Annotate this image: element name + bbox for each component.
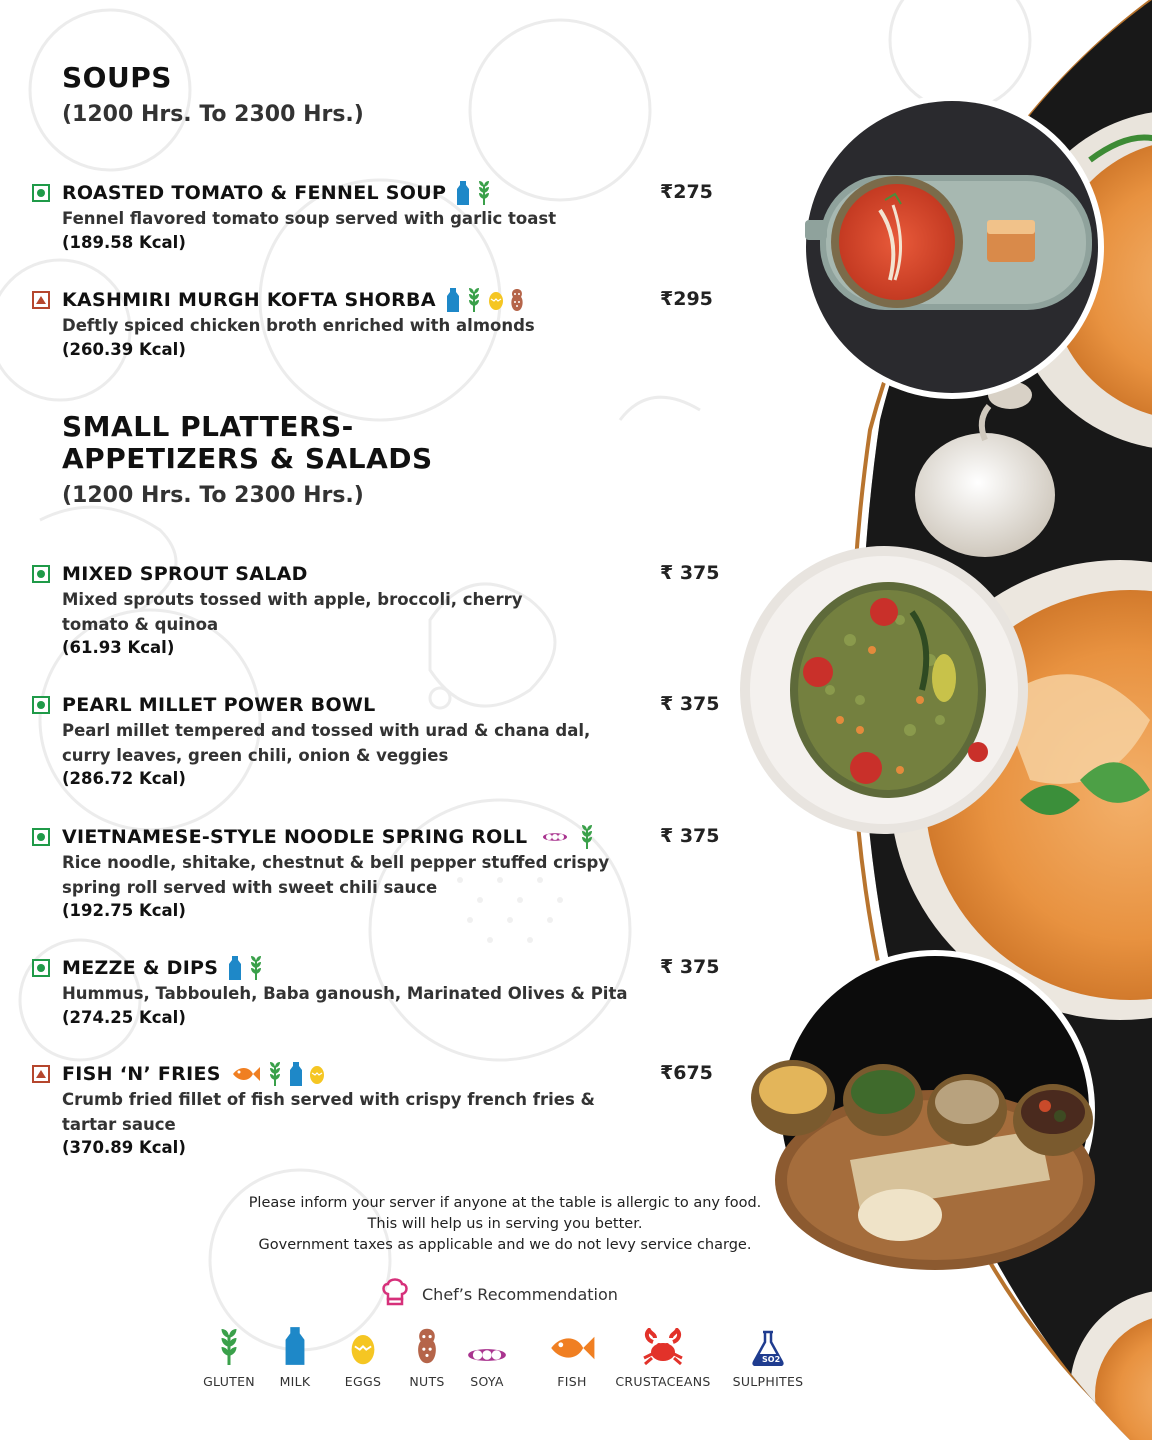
gluten-icon bbox=[476, 181, 492, 205]
item-calories: (61.93 Kcal) bbox=[62, 638, 175, 657]
allergy-note-line: Please inform your server if anyone at the table is allergic to any food. bbox=[248, 1195, 762, 1211]
tax-note-line: Government taxes as applicable and we do not levy service charge. bbox=[258, 1237, 752, 1253]
gluten-icon bbox=[579, 825, 595, 849]
item-price: ₹675 bbox=[660, 1062, 713, 1084]
eggs-icon bbox=[488, 289, 504, 311]
section-title-small-platters-line2: APPETIZERS & SALADS bbox=[62, 442, 433, 475]
item-description bbox=[62, 588, 642, 637]
milk-icon bbox=[289, 1062, 303, 1086]
chef-recommendation-label: Chef’s Recommendation bbox=[422, 1285, 618, 1304]
legend-crustaceans bbox=[613, 1322, 713, 1389]
item-description bbox=[62, 851, 642, 900]
item-description: Fennel flavored tomato soup served with garlic toast bbox=[62, 209, 557, 228]
section-title-soups: SOUPS bbox=[62, 61, 172, 94]
item-name: MIXED SPROUT SALAD bbox=[62, 563, 308, 585]
veg-marker-icon bbox=[32, 696, 50, 714]
item-description: Hummus, Tabbouleh, Baba ganoush, Marinated Olives & Pita bbox=[62, 984, 628, 1003]
legend-label: SOYA bbox=[470, 1374, 504, 1389]
item-price: ₹ 375 bbox=[660, 693, 720, 715]
gluten-icon bbox=[466, 288, 482, 312]
veg-marker-icon bbox=[32, 565, 50, 583]
item-name: KASHMIRI MURGH KOFTA SHORBA bbox=[62, 289, 436, 311]
soya-icon bbox=[464, 1344, 510, 1366]
milk-icon bbox=[284, 1326, 306, 1366]
gluten-icon bbox=[248, 956, 264, 980]
item-description bbox=[62, 719, 642, 768]
item-calories: (260.39 Kcal) bbox=[62, 340, 186, 359]
legend-label: CRUSTACEANS bbox=[615, 1374, 711, 1389]
gluten-icon bbox=[267, 1062, 283, 1086]
legend-label: NUTS bbox=[409, 1374, 445, 1389]
veg-marker-icon bbox=[32, 828, 50, 846]
item-name: FISH ‘N’ FRIES bbox=[62, 1063, 221, 1085]
legend-fish bbox=[522, 1322, 622, 1389]
item-price: ₹ 375 bbox=[660, 956, 720, 978]
item-description-line: spring roll served with sweet chili sauce bbox=[62, 877, 438, 897]
sulphites-icon-label: SO2 bbox=[762, 1355, 781, 1364]
item-calories: (274.25 Kcal) bbox=[62, 1008, 186, 1027]
crustaceans-icon bbox=[640, 1328, 686, 1366]
legend-label: SULPHITES bbox=[732, 1374, 804, 1389]
nonveg-marker-icon bbox=[32, 291, 50, 309]
item-name: PEARL MILLET POWER BOWL bbox=[62, 694, 376, 716]
item-description bbox=[62, 1088, 642, 1137]
item-calories: (189.58 Kcal) bbox=[62, 233, 186, 252]
nuts-icon bbox=[510, 288, 524, 312]
eggs-icon bbox=[350, 1330, 376, 1366]
legend-label: FISH bbox=[557, 1374, 587, 1389]
gluten-icon bbox=[217, 1328, 241, 1366]
item-description-line: Rice noodle, shitake, chestnut & bell pepper stuffed crispy bbox=[62, 853, 610, 872]
eggs-icon bbox=[309, 1063, 325, 1085]
sprout-salad-photo bbox=[740, 546, 1028, 834]
item-price: ₹ 375 bbox=[660, 825, 720, 847]
section-hours-soups: (1200 Hrs. To 2300 Hrs.) bbox=[62, 102, 364, 127]
tomato-soup-photo bbox=[800, 95, 1104, 399]
item-description-line: Crumb fried fillet of fish served with crispy french fries & bbox=[62, 1090, 595, 1109]
fish-icon bbox=[548, 1330, 596, 1366]
fish-icon bbox=[231, 1063, 261, 1085]
nonveg-marker-icon bbox=[32, 1065, 50, 1083]
sulphites-icon bbox=[750, 1330, 786, 1366]
item-name: VIETNAMESE-STYLE NOODLE SPRING ROLL bbox=[62, 826, 528, 848]
item-description: Deftly spiced chicken broth enriched with almonds bbox=[62, 316, 535, 335]
section-hours-small-platters: (1200 Hrs. To 2300 Hrs.) bbox=[62, 483, 364, 508]
allergy-note bbox=[200, 1193, 810, 1256]
milk-icon bbox=[456, 181, 470, 205]
item-calories: (370.89 Kcal) bbox=[62, 1138, 186, 1157]
legend-label: GLUTEN bbox=[203, 1374, 255, 1389]
milk-icon bbox=[228, 956, 242, 980]
item-name: MEZZE & DIPS bbox=[62, 957, 219, 979]
chef-hat-icon bbox=[382, 1276, 408, 1306]
veg-marker-icon bbox=[32, 184, 50, 202]
chef-recommendation-key bbox=[382, 1274, 618, 1306]
item-price: ₹ 375 bbox=[660, 562, 720, 584]
item-price: ₹275 bbox=[660, 181, 713, 203]
item-calories: (192.75 Kcal) bbox=[62, 901, 186, 920]
item-calories: (286.72 Kcal) bbox=[62, 769, 186, 788]
soya-icon bbox=[541, 830, 569, 844]
allergen-legend bbox=[0, 1322, 1152, 1392]
section-title-small-platters-line1: SMALL PLATTERS- bbox=[62, 410, 354, 443]
item-description-line: Pearl millet tempered and tossed with urad & chana dal, bbox=[62, 721, 591, 740]
item-price: ₹295 bbox=[660, 288, 713, 310]
item-name: ROASTED TOMATO & FENNEL SOUP bbox=[62, 182, 447, 204]
veg-marker-icon bbox=[32, 959, 50, 977]
item-description-line: tartar sauce bbox=[62, 1114, 176, 1134]
nuts-icon bbox=[416, 1326, 438, 1366]
legend-label: MILK bbox=[279, 1374, 311, 1389]
milk-icon bbox=[446, 288, 460, 312]
item-description-line: Mixed sprouts tossed with apple, broccoli, cherry bbox=[62, 590, 523, 609]
legend-sulphites bbox=[718, 1322, 818, 1389]
allergy-note-line: This will help us in serving you better. bbox=[367, 1216, 643, 1232]
item-description-line: tomato & quinoa bbox=[62, 614, 219, 634]
item-description-line: curry leaves, green chili, onion & veggies bbox=[62, 745, 449, 765]
legend-label: EGGS bbox=[344, 1374, 382, 1389]
